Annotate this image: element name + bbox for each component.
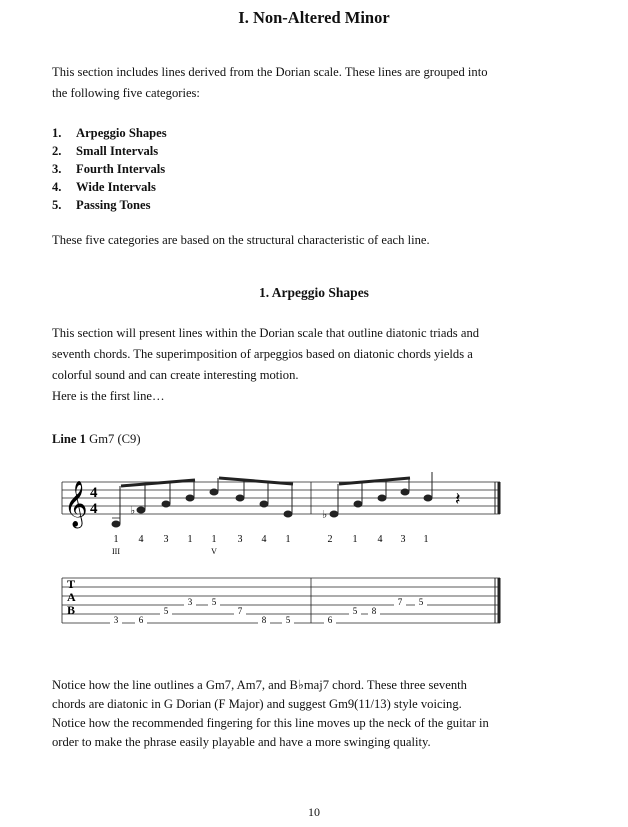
- notes: [112, 472, 432, 527]
- paragraph-line: Notice how the recommended fingering for this line moves up the neck of the guitar in: [52, 716, 489, 730]
- fingering-number: 4: [138, 534, 144, 545]
- section-title: I. Non-Altered Minor: [238, 8, 390, 27]
- quarter-rest-icon: 𝄽: [455, 489, 461, 509]
- svg-text:♭: ♭: [130, 505, 136, 517]
- tab-number: 3: [187, 597, 193, 607]
- tab-number: 7: [397, 597, 403, 607]
- tab-numbers: [110, 597, 427, 626]
- fingering-number: 1: [113, 534, 119, 545]
- fingering-number: 4: [377, 534, 383, 545]
- category-list: [52, 124, 167, 214]
- fingering-number: 1: [423, 534, 429, 545]
- tab-number: 5: [418, 597, 424, 607]
- intro-line: This section includes lines derived from the Dorian scale. These lines are grouped into: [52, 65, 488, 79]
- position-row: [112, 547, 217, 556]
- list-item: [52, 196, 167, 214]
- list-label: Passing Tones: [76, 198, 151, 212]
- tab-number: 6: [138, 615, 144, 625]
- page-number: 10: [308, 805, 320, 819]
- fingering-row: [114, 534, 429, 545]
- list-number: 1.: [52, 126, 62, 140]
- fingering-number: 3: [400, 534, 406, 545]
- tab-number: 3: [113, 615, 119, 625]
- fingering-number: 2: [327, 534, 333, 545]
- tab-number: 7: [237, 606, 243, 616]
- fingering-number: 1: [211, 534, 217, 545]
- tab-letter: B: [67, 603, 76, 617]
- tab-letter: A: [67, 590, 76, 604]
- fingering-number: 1: [352, 534, 358, 545]
- time-signature-bottom: 4: [90, 501, 98, 517]
- intro-paragraph: [52, 62, 572, 104]
- treble-clef-icon: 𝄞: [64, 481, 88, 526]
- tab-number: 5: [285, 615, 291, 625]
- list-item: [52, 178, 167, 196]
- notice-paragraph: [52, 676, 572, 752]
- tab-clef: [67, 577, 76, 617]
- svg-text:♭: ♭: [322, 509, 328, 521]
- list-item: [52, 142, 167, 160]
- subsection-title: 1. Arpeggio Shapes: [259, 285, 369, 300]
- paragraph-line: colorful sound and can create interesting motion.: [52, 368, 299, 382]
- intro-line: the following five categories:: [52, 86, 200, 100]
- paragraph-line: Here is the first line…: [52, 389, 165, 403]
- list-number: 4.: [52, 180, 62, 194]
- tab-number: 5: [163, 606, 169, 616]
- list-number: 5.: [52, 198, 62, 212]
- list-number: 2.: [52, 144, 62, 158]
- tab-number: 8: [371, 606, 377, 616]
- position-marker: V: [211, 547, 217, 556]
- fingering-number: 3: [163, 534, 169, 545]
- tab-number: 5: [211, 597, 217, 607]
- subsection-paragraph: [52, 323, 572, 407]
- music-example: [0, 455, 628, 630]
- list-label: Fourth Intervals: [76, 162, 166, 176]
- list-label: Small Intervals: [76, 144, 159, 158]
- list-label: Wide Intervals: [76, 180, 156, 194]
- tab-number: 6: [327, 615, 333, 625]
- paragraph-line: This section will present lines within the Dorian scale that outline diatonic triads and: [52, 326, 480, 340]
- fingering-number: 1: [187, 534, 193, 545]
- list-number: 3.: [52, 162, 62, 176]
- paragraph-line: seventh chords. The superimposition of arpeggios based on diatonic chords yields a: [52, 347, 473, 361]
- example-label: Line 1: [52, 432, 86, 446]
- fingering-number: 3: [237, 534, 243, 545]
- list-label: Arpeggio Shapes: [76, 126, 167, 140]
- list-item: [52, 124, 167, 142]
- tab-number: 8: [261, 615, 267, 625]
- fingering-number: 4: [261, 534, 267, 545]
- tab-number: 5: [352, 606, 358, 616]
- list-item: [52, 160, 167, 178]
- example-chord: Gm7 (C9): [89, 432, 141, 446]
- categories-note: These five categories are based on the structural characteristic of each line.: [52, 233, 430, 247]
- position-marker: III: [112, 547, 120, 556]
- paragraph-line: Notice how the line outlines a Gm7, Am7, and B♭maj7 chord. These three seventh: [52, 678, 467, 692]
- paragraph-line: order to make the phrase easily playable and have a more swinging quality.: [52, 735, 431, 749]
- tab-staff: [62, 578, 500, 623]
- tab-letter: T: [67, 577, 76, 591]
- fingering-number: 1: [285, 534, 291, 545]
- time-signature-top: 4: [90, 485, 98, 501]
- example-title: [52, 432, 141, 447]
- paragraph-line: chords are diatonic in G Dorian (F Major) and suggest Gm9(11/13) style voicing.: [52, 697, 462, 711]
